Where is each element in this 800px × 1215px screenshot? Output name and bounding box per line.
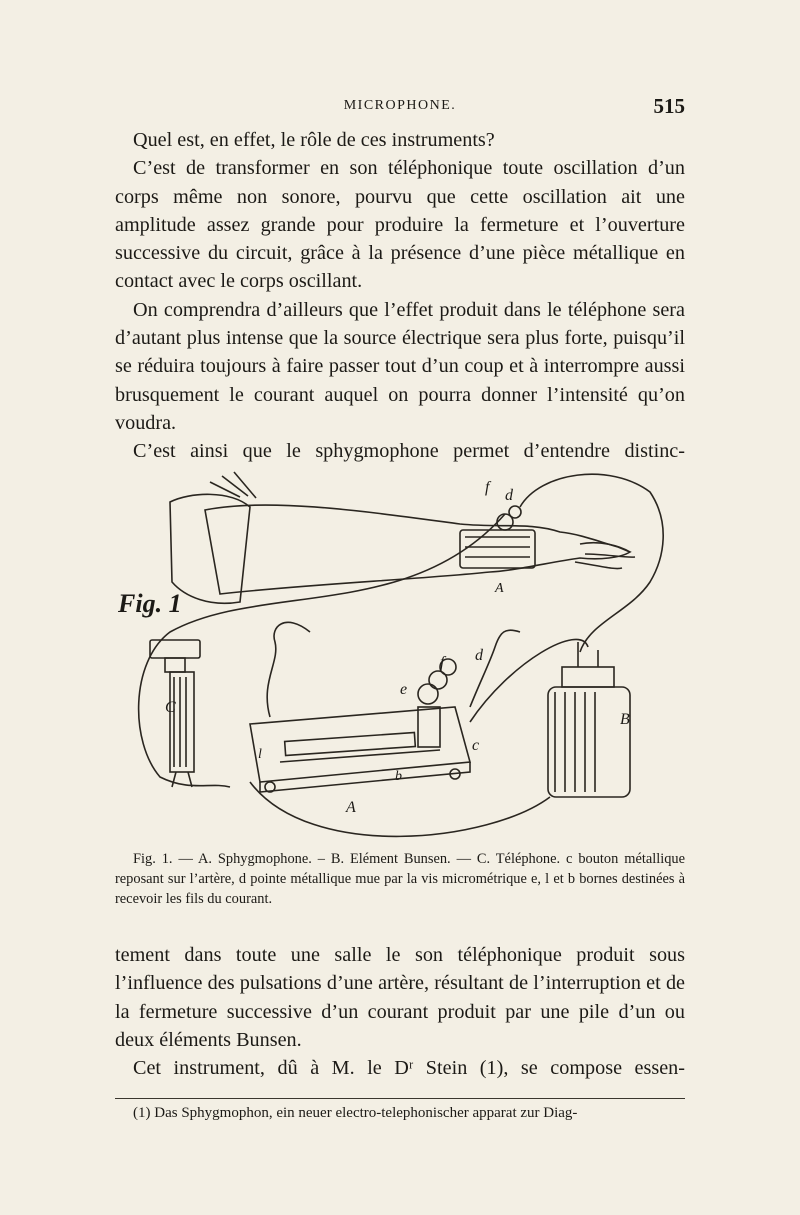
label-b: b <box>395 769 402 784</box>
sphygmophone-figure <box>110 462 690 844</box>
fig-label: Fig. 1 <box>118 589 182 618</box>
page-header <box>115 94 685 118</box>
caption-text: Fig. 1. — A. Sphygmophone. – B. Elément Bunsen. — C. Téléphone. c bouton métallique reposant sur l’artère, d pointe métallique mue par la vis micrométrique e, l et b bornes destinées à recevoir les fils du courant. <box>115 851 685 907</box>
label-A-bottom: A <box>346 799 356 816</box>
label-f-bottom: f <box>440 654 445 671</box>
label-l: l <box>258 747 262 762</box>
footnote: (1) Das Sphygmophon, ein neuer electro-telephonischer apparat zur Diag- <box>133 1105 578 1121</box>
paragraph: C’est de transformer en son téléphonique toute oscillation d’un corps même non sonore, pourvu que cette oscillation ait une amplitude assez grande pour produire la fermeture et l’ouverture successive du circuit, grâce à la présence d’une pièce métallique en contact avec le corps oscillant. <box>115 157 685 293</box>
label-d-bottom: d <box>475 647 483 664</box>
page-number: 515 <box>653 94 685 118</box>
running-head: MICROPHONE. <box>343 98 457 113</box>
paragraph: tement dans toute une salle le son téléphonique produit sous l’influence des pulsations d’une artère, résultant de l’interruption et de la fermeture successive d’un courant produit par une pile d’un ou deux éléments Bunsen. <box>115 944 685 1051</box>
label-C: C <box>165 699 176 716</box>
label-d-top: d <box>505 487 513 504</box>
label-c: c <box>472 737 480 754</box>
label-e: e <box>400 681 408 698</box>
label-A-top: A <box>495 581 504 596</box>
figure-caption <box>115 849 685 909</box>
footnote-rule <box>115 1098 685 1099</box>
body-text-top <box>115 126 685 466</box>
body-text-bottom <box>115 941 685 1082</box>
paragraph: On comprendra d’ailleurs que l’effet produit dans le téléphone sera d’autant plus intense que la source électrique sera plus forte, puisqu’il se réduira toujours à faire passer tout d’un coup et à interrompre aussi brusquement le courant auquel on pourra donner l’intensité qu’on voudra. <box>115 298 685 434</box>
figure-illustration <box>110 462 690 844</box>
label-B: B <box>620 711 630 728</box>
label-f-top: f <box>485 479 490 496</box>
paragraph: C’est ainsi que le sphygmophone permet d’entendre distinc- <box>133 440 685 463</box>
paragraph: Cet instrument, dû à M. le Dʳ Stein (1), se compose essen- <box>133 1057 685 1080</box>
paragraph: Quel est, en effet, le rôle de ces instruments? <box>133 129 495 151</box>
